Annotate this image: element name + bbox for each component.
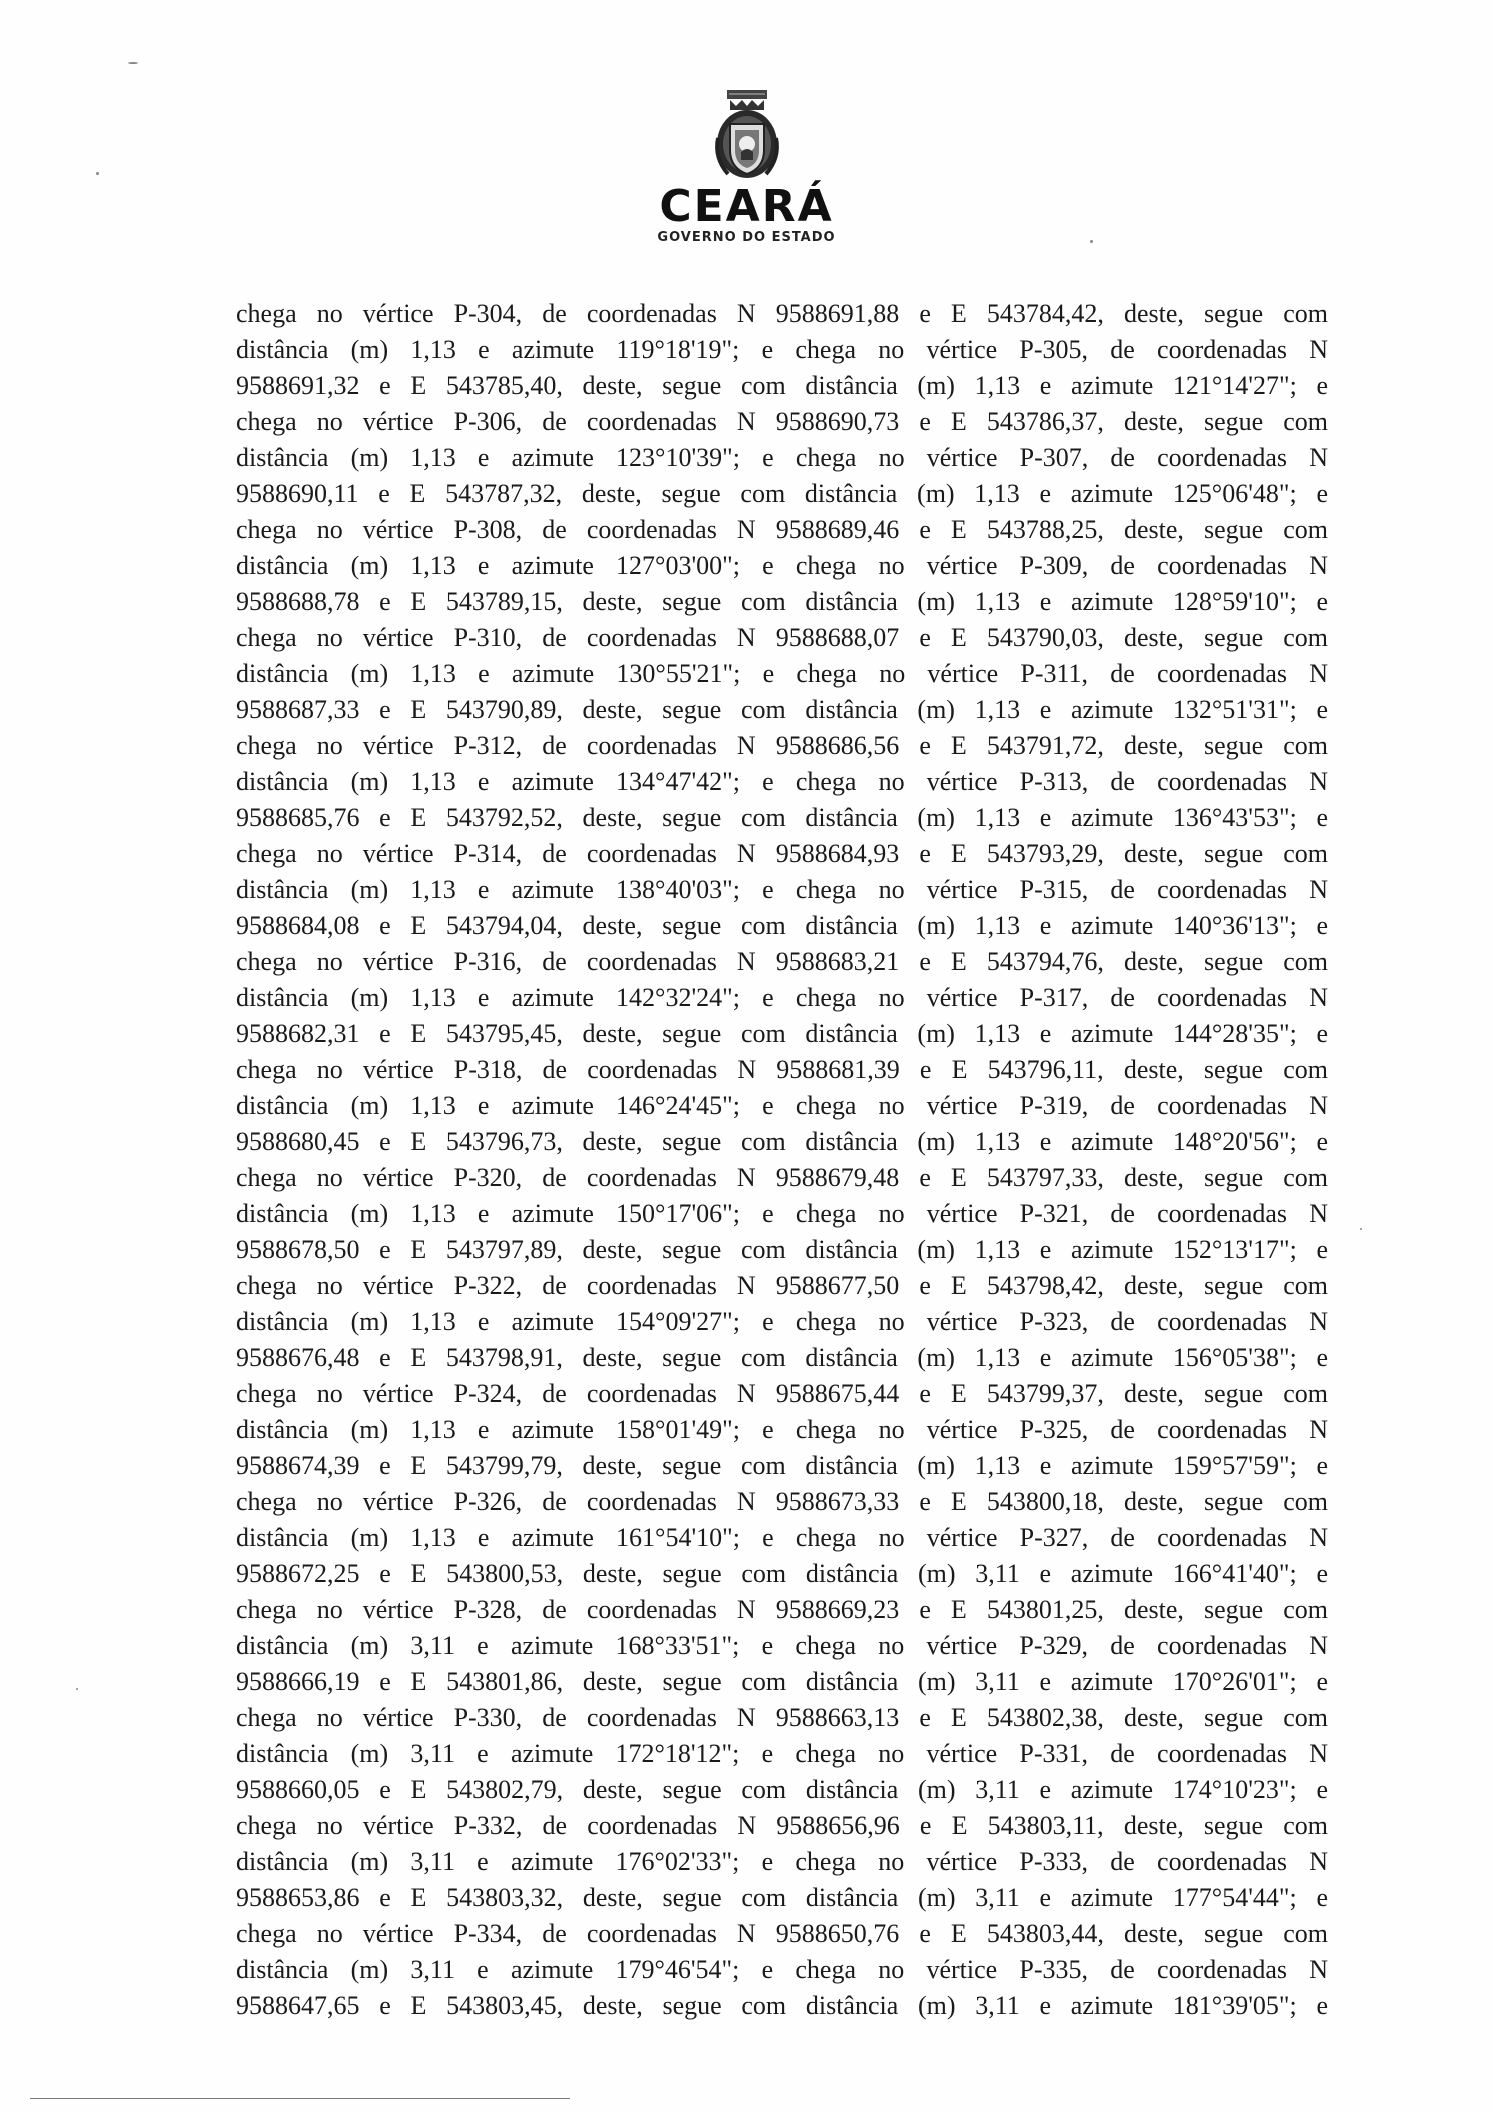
text-line: distância (m) 3,11 e azimute 168°33'51"; e chega no vértice P-329, de coordenadas N xyxy=(236,1631,1328,1660)
letterhead xyxy=(0,88,1493,246)
text-line: 9588680,45 e E 543796,73, deste, segue com distância (m) 1,13 e azimute 148°20'56"; e xyxy=(236,1127,1328,1156)
text-line: 9588687,33 e E 543790,89, deste, segue com distância (m) 1,13 e azimute 132°51'31"; e xyxy=(236,695,1328,724)
text-line: 9588653,86 e E 543803,32, deste, segue com distância (m) 3,11 e azimute 177°54'44"; e xyxy=(236,1883,1328,1912)
text-line: distância (m) 1,13 e azimute 161°54'10"; e chega no vértice P-327, de coordenadas N xyxy=(236,1523,1328,1552)
text-line: distância (m) 3,11 e azimute 176°02'33"; e chega no vértice P-333, de coordenadas N xyxy=(236,1847,1328,1876)
text-line: distância (m) 1,13 e azimute 130°55'21"; e chega no vértice P-311, de coordenadas N xyxy=(236,659,1328,688)
text-line: chega no vértice P-328, de coordenadas N 9588669,23 e E 543801,25, deste, segue com xyxy=(236,1595,1328,1624)
scan-speck xyxy=(1090,240,1093,243)
text-line: chega no vértice P-304, de coordenadas N 9588691,88 e E 543784,42, deste, segue com xyxy=(236,299,1328,328)
text-line: distância (m) 1,13 e azimute 127°03'00"; e chega no vértice P-309, de coordenadas N xyxy=(236,551,1328,580)
text-line: distância (m) 1,13 e azimute 123°10'39"; e chega no vértice P-307, de coordenadas N xyxy=(236,443,1328,472)
text-line: chega no vértice P-316, de coordenadas N 9588683,21 e E 543794,76, deste, segue com xyxy=(236,947,1328,976)
document-body xyxy=(236,296,1328,2024)
text-line: chega no vértice P-314, de coordenadas N 9588684,93 e E 543793,29, deste, segue com xyxy=(236,839,1328,868)
text-line: chega no vértice P-326, de coordenadas N 9588673,33 e E 543800,18, deste, segue com xyxy=(236,1487,1328,1516)
scan-speck xyxy=(128,62,138,64)
state-coat-of-arms-icon xyxy=(710,88,784,184)
text-line: distância (m) 1,13 e azimute 134°47'42"; e chega no vértice P-313, de coordenadas N xyxy=(236,767,1328,796)
scan-speck xyxy=(76,1688,78,1690)
text-line: 9588647,65 e E 543803,45, deste, segue com distância (m) 3,11 e azimute 181°39'05"; e xyxy=(236,1991,1328,2020)
text-line: chega no vértice P-308, de coordenadas N 9588689,46 e E 543788,25, deste, segue com xyxy=(236,515,1328,544)
text-line: 9588666,19 e E 543801,86, deste, segue com distância (m) 3,11 e azimute 170°26'01"; e xyxy=(236,1667,1328,1696)
text-line: distância (m) 1,13 e azimute 119°18'19"; e chega no vértice P-305, de coordenadas N xyxy=(236,335,1328,364)
text-line: distância (m) 3,11 e azimute 172°18'12"; e chega no vértice P-331, de coordenadas N xyxy=(236,1739,1328,1768)
text-line: 9588660,05 e E 543802,79, deste, segue com distância (m) 3,11 e azimute 174°10'23"; e xyxy=(236,1775,1328,1804)
text-line: distância (m) 1,13 e azimute 138°40'03"; e chega no vértice P-315, de coordenadas N xyxy=(236,875,1328,904)
text-line: 9588684,08 e E 543794,04, deste, segue com distância (m) 1,13 e azimute 140°36'13"; e xyxy=(236,911,1328,940)
text-line: 9588690,11 e E 543787,32, deste, segue com distância (m) 1,13 e azimute 125°06'48"; e xyxy=(236,479,1328,508)
text-line: chega no vértice P-318, de coordenadas N 9588681,39 e E 543796,11, deste, segue com xyxy=(236,1055,1328,1084)
text-line: 9588678,50 e E 543797,89, deste, segue com distância (m) 1,13 e azimute 152°13'17"; e xyxy=(236,1235,1328,1264)
scan-speck xyxy=(1360,1228,1362,1230)
text-line: chega no vértice P-312, de coordenadas N 9588686,56 e E 543791,72, deste, segue com xyxy=(236,731,1328,760)
text-line: chega no vértice P-322, de coordenadas N 9588677,50 e E 543798,42, deste, segue com xyxy=(236,1271,1328,1300)
text-line: 9588672,25 e E 543800,53, deste, segue com distância (m) 3,11 e azimute 166°41'40"; e xyxy=(236,1559,1328,1588)
text-line: distância (m) 1,13 e azimute 146°24'45"; e chega no vértice P-319, de coordenadas N xyxy=(236,1091,1328,1120)
text-line: distância (m) 1,13 e azimute 154°09'27"; e chega no vértice P-323, de coordenadas N xyxy=(236,1307,1328,1336)
text-line: chega no vértice P-310, de coordenadas N 9588688,07 e E 543790,03, deste, segue com xyxy=(236,623,1328,652)
text-line: distância (m) 1,13 e azimute 158°01'49"; e chega no vértice P-325, de coordenadas N xyxy=(236,1415,1328,1444)
text-line: chega no vértice P-324, de coordenadas N 9588675,44 e E 543799,37, deste, segue com xyxy=(236,1379,1328,1408)
text-line: distância (m) 3,11 e azimute 179°46'54"; e chega no vértice P-335, de coordenadas N xyxy=(236,1955,1328,1984)
text-line: chega no vértice P-332, de coordenadas N 9588656,96 e E 543803,11, deste, segue com xyxy=(236,1811,1328,1840)
text-line: 9588676,48 e E 543798,91, deste, segue com distância (m) 1,13 e azimute 156°05'38"; e xyxy=(236,1343,1328,1372)
footer-divider xyxy=(30,2098,570,2099)
text-line: 9588674,39 e E 543799,79, deste, segue com distância (m) 1,13 e azimute 159°57'59"; e xyxy=(236,1451,1328,1480)
text-line: 9588688,78 e E 543789,15, deste, segue com distância (m) 1,13 e azimute 128°59'10"; e xyxy=(236,587,1328,616)
text-line: distância (m) 1,13 e azimute 142°32'24"; e chega no vértice P-317, de coordenadas N xyxy=(236,983,1328,1012)
text-line: chega no vértice P-320, de coordenadas N 9588679,48 e E 543797,33, deste, segue com xyxy=(236,1163,1328,1192)
text-line: 9588682,31 e E 543795,45, deste, segue com distância (m) 1,13 e azimute 144°28'35"; e xyxy=(236,1019,1328,1048)
state-name: CEARÁ xyxy=(659,181,834,232)
text-line: chega no vértice P-330, de coordenadas N 9588663,13 e E 543802,38, deste, segue com xyxy=(236,1703,1328,1732)
text-line: distância (m) 1,13 e azimute 150°17'06"; e chega no vértice P-321, de coordenadas N xyxy=(236,1199,1328,1228)
scan-speck xyxy=(96,172,99,175)
text-line: 9588691,32 e E 543785,40, deste, segue com distância (m) 1,13 e azimute 121°14'27"; e xyxy=(236,371,1328,400)
text-line: chega no vértice P-306, de coordenadas N 9588690,73 e E 543786,37, deste, segue com xyxy=(236,407,1328,436)
government-label: GOVERNO DO ESTADO xyxy=(657,230,836,245)
text-line: 9588685,76 e E 543792,52, deste, segue com distância (m) 1,13 e azimute 136°43'53"; e xyxy=(236,803,1328,832)
text-line: chega no vértice P-334, de coordenadas N 9588650,76 e E 543803,44, deste, segue com xyxy=(236,1919,1328,1948)
